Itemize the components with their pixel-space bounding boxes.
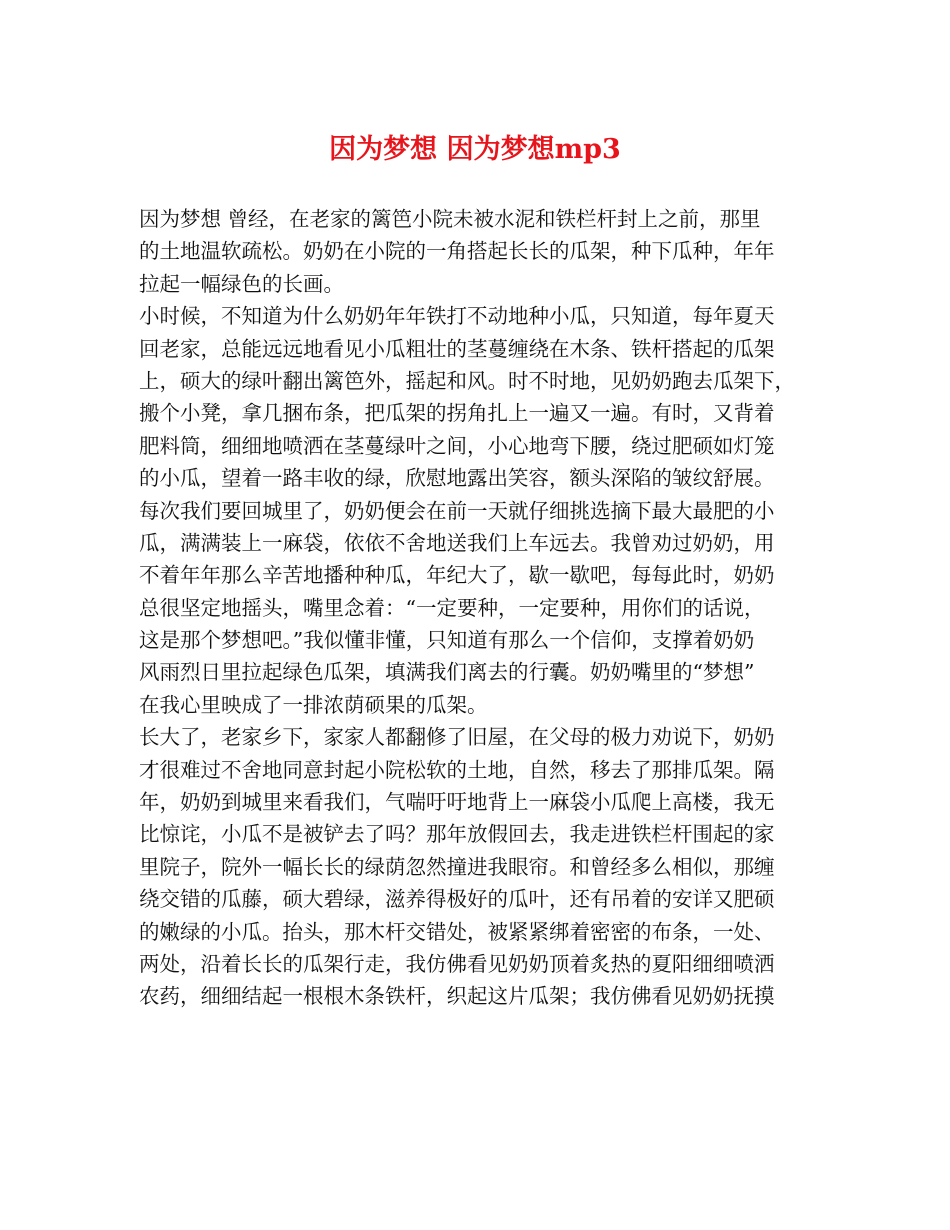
text-line: 的嫩绿的小瓜。抬头，那木杆交错处，被紧紧绑着密密的布条，一处、 xyxy=(139,919,775,944)
document-body xyxy=(139,203,829,1013)
text-line: 肥料筒，细细地喷洒在茎蔓绿叶之间，小心地弯下腰，绕过肥硕如灯笼 xyxy=(139,433,775,458)
text-line: 搬个小凳，拿几捆布条，把瓜架的拐角扎上一遍又一遍。有时，又背着 xyxy=(139,401,775,426)
text-line: 农药，细细结起一根根木条铁杆，织起这片瓜架；我仿佛看见奶奶抚摸 xyxy=(139,984,775,1009)
text-line: 每次我们要回城里了，奶奶便会在前一天就仔细挑选摘下最大最肥的小 xyxy=(139,498,775,523)
text-line: 上，硕大的绿叶翻出篱笆外，摇起和风。时不时地，见奶奶跑去瓜架下， xyxy=(139,368,795,393)
text-line: 的土地温软疏松。奶奶在小院的一角搭起长长的瓜架，种下瓜种，年年 xyxy=(139,239,775,264)
text-line: 不着年年那么辛苦地播种种瓜，年纪大了，歇一歇吧，每每此时，奶奶 xyxy=(139,563,775,588)
text-line: 这是那个梦想吧。”我似懂非懂，只知道有那么一个信仰，支撑着奶奶 xyxy=(139,628,755,653)
text-line: 两处，沿着长长的瓜架行走，我仿佛看见奶奶顶着炙热的夏阳细细喷洒 xyxy=(139,951,775,976)
text-line: 的小瓜，望着一路丰收的绿，欣慰地露出笑容，额头深陷的皱纹舒展。 xyxy=(139,466,775,491)
text-line: 比惊诧，小瓜不是被铲去了吗？那年放假回去，我走进铁栏杆围起的家 xyxy=(139,822,775,847)
text-line: 长大了，老家乡下，家家人都翻修了旧屋，在父母的极力劝说下，奶奶 xyxy=(139,725,775,750)
text-line: 风雨烈日里拉起绿色瓜架，填满我们离去的行囊。奶奶嘴里的“梦想” xyxy=(139,660,755,685)
text-line: 才很难过不舍地同意封起小院松软的土地，自然，移去了那排瓜架。隔 xyxy=(139,757,775,782)
text-line: 瓜，满满装上一麻袋，依依不舍地送我们上车远去。我曾劝过奶奶，用 xyxy=(139,530,775,555)
text-line: 年，奶奶到城里来看我们，气喘吁吁地背上一麻袋小瓜爬上高楼，我无 xyxy=(139,790,775,815)
text-line: 总很坚定地摇头，嘴里念着：“一定要种，一定要种，用你们的话说， xyxy=(139,595,765,620)
text-line: 拉起一幅绿色的长画。 xyxy=(139,271,344,296)
text-line: 绕交错的瓜藤，硕大碧绿，滋养得极好的瓜叶，还有吊着的安详又肥硕 xyxy=(139,887,775,912)
text-line: 回老家，总能远远地看见小瓜粗壮的茎蔓缠绕在木条、铁杆搭起的瓜架 xyxy=(139,336,775,361)
text-line: 小时候，不知道为什么奶奶年年铁打不动地种小瓜，只知道，每年夏天 xyxy=(139,304,775,329)
text-line: 因为梦想 曾经，在老家的篱笆小院未被水泥和铁栏杆封上之前，那里 xyxy=(139,207,761,231)
text-line: 里院子，院外一幅长长的绿荫忽然撞进我眼帘。和曾经多么相似，那缠 xyxy=(139,854,775,879)
text-line: 在我心里映成了一排浓荫硕果的瓜架。 xyxy=(139,692,488,717)
document-title: 因为梦想 因为梦想mp3 xyxy=(329,134,621,165)
